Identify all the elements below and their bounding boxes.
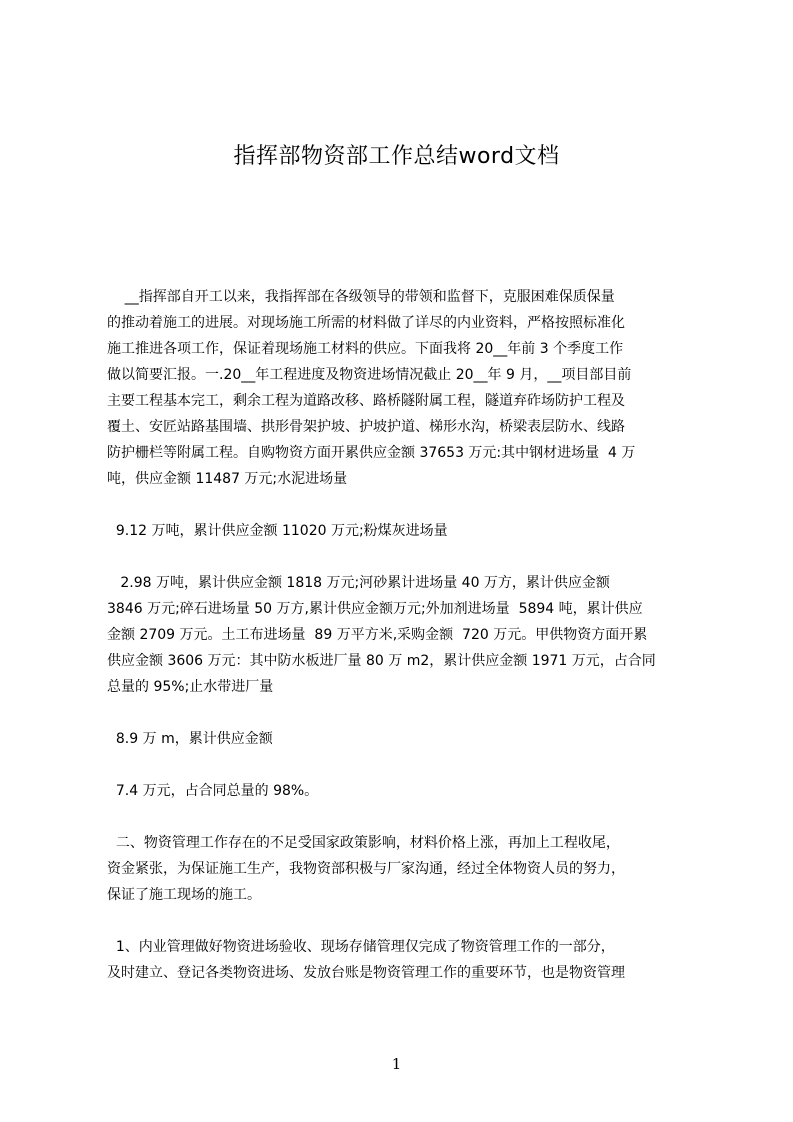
- text-line: 防护栅栏等附属工程。自购物资方面开累供应金额 37653 万元:其中钢材进场量 4 万: [107, 445, 636, 461]
- paragraph-waterstop: [107, 726, 707, 752]
- document-title: 指挥部物资部工作总结word文档: [233, 144, 560, 169]
- text-line: 二、物资管理工作存在的不足受国家政策影响，材料价格上涨，再加上工程收尾，: [107, 835, 620, 851]
- text-line: 9.12 万吨，累计供应金额 11020 万元;粉煤灰进场量: [107, 523, 448, 539]
- text-line: 1、内业管理做好物资进场验收、现场存储管理仅完成了物资管理工作的一部分，: [107, 939, 615, 955]
- paragraph-contract-share: [107, 778, 707, 804]
- text-line: 吨，供应金额 11487 万元;水泥进场量: [107, 471, 348, 487]
- text-line: 施工推进各项工作，保证着现场施工材料的供应。下面我将 20__年前 3 个季度工作: [107, 341, 624, 357]
- text-line: 主要工程基本完工，剩余工程为道路改移、路桥隧附属工程，隧道弃砟场防护工程及: [107, 393, 625, 409]
- text-line: 供应金额 3606 万元：其中防水板进厂量 80 万 m2，累计供应金额 1971 万元，占合同: [107, 653, 656, 669]
- text-line: __指挥部自开工以来，我指挥部在各级领导的带领和监督下，克服困难保质保量: [107, 289, 615, 305]
- paragraph-internal-management: [107, 934, 707, 986]
- paragraph-cement: [107, 518, 707, 544]
- paragraph-section-two: [107, 830, 707, 908]
- text-line: 金额 2709 万元。土工布进场量 89 万平方米,采购金额 720 万元。甲供物资方面开累: [107, 627, 648, 643]
- paragraph-intro: [107, 284, 707, 492]
- text-line: 覆土、安匠站路基围墙、拱形骨架护坡、护坡护道、梯形水沟，桥梁表层防水、线路: [107, 419, 625, 435]
- text-line: 及时建立、登记各类物资进场、发放台账是物资管理工作的重要环节，也是物资管理: [107, 965, 625, 981]
- text-line: 3846 万元;碎石进场量 50 万方,累计供应金额万元;外加剂进场量 5894 吨，累计供应: [107, 601, 643, 617]
- page-number: 1: [391, 1055, 402, 1073]
- text-line: 2.98 万吨，累计供应金额 1818 万元;河砂累计进场量 40 万方，累计供应金额: [107, 575, 610, 591]
- text-line: 的推动着施工的进展。对现场施工所需的材料做了详尽的内业资料，严格按照标准化: [107, 315, 625, 331]
- text-line: 7.4 万元，占合同总量的 98%。: [107, 783, 319, 799]
- text-line: 8.9 万 m，累计供应金额: [107, 731, 273, 747]
- text-line: 资金紧张，为保证施工生产，我物资部积极与厂家沟通，经过全体物资人员的努力，: [107, 861, 625, 877]
- paragraph-materials: [107, 570, 707, 700]
- text-line: 做以简要汇报。一.20__年工程进度及物资进场情况截止 20__年 9 月，__项目部目前: [107, 367, 632, 383]
- document-body: [107, 284, 707, 986]
- text-line: 保证了施工现场的施工。: [107, 887, 261, 903]
- text-line: 总量的 95%;止水带进厂量: [107, 679, 274, 695]
